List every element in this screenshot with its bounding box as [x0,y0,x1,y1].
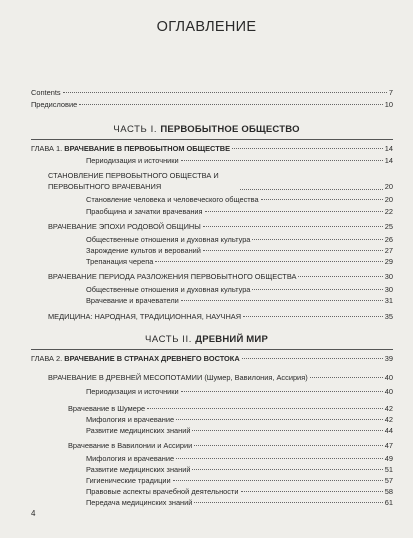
dot-leader [192,430,382,431]
entry-page: 42 [384,415,393,424]
toc-entry[interactable] [86,475,393,486]
dot-leader [261,199,383,200]
toc-entry[interactable] [86,155,393,166]
entry-label: Развитие медицинских знаний [86,465,191,474]
page-number: 4 [31,509,36,518]
entry-label: ВРАЧЕВАНИЕ В ДРЕВНЕЙ МЕСОПОТАМИИ (Шумер, Вавилония, Ассирия) [48,373,308,382]
entry-page: 40 [384,387,393,396]
entry-page: 61 [384,498,393,507]
toc-entry[interactable] [86,497,393,508]
chapter-prefix: ГЛАВА 1. [31,144,63,153]
entry-page: 51 [384,465,393,474]
entry-label: Предисловие [31,100,78,109]
entry-label: СТАНОВЛЕНИЕ ПЕРВОБЫТНОГО ОБЩЕСТВА И ПЕРВОБЫТНОГО ВРАЧЕВАНИЯ [48,171,219,191]
chapter-name: ВРАЧЕВАНИЕ В ПЕРВОБЫТНОМ ОБЩЕСТВЕ [64,144,230,153]
chapter-label [31,143,230,154]
dot-leader [176,419,383,420]
toc-entry[interactable] [86,194,393,205]
entry-label: Зарождение культов и верований [86,246,201,255]
entry-label: МЕДИЦИНА: НАРОДНАЯ, ТРАДИЦИОННАЯ, НАУЧНАЯ [48,312,242,321]
entry-label: Праобщина и зачатки врачевания [86,207,203,216]
entry-label: Становление человека и человеческого общества [86,195,259,204]
entry-label: Contents [31,88,61,97]
dot-leader [252,239,382,240]
dot-leader [240,189,383,190]
dot-leader [176,458,383,459]
part-name: ПЕРВОБЫТНОЕ ОБЩЕСТВО [160,124,300,135]
entry-label: Общественные отношения и духовная культура [86,235,251,244]
dot-leader [192,469,382,470]
entry-page: 7 [388,88,393,97]
toc-chapter-1[interactable] [31,143,393,154]
entry-label: Правовые аспекты врачебной деятельности [86,487,239,496]
entry-page: 31 [384,296,393,305]
entry-page: 10 [384,100,393,109]
toc-entry-contents[interactable] [31,87,393,98]
toc-entry[interactable] [86,453,393,464]
entry-label: Врачевание в Шумере [68,404,146,413]
toc-entry[interactable] [48,221,393,232]
dot-leader [232,148,383,149]
entry-label: Периодизация и источники [86,156,179,165]
entry-page: 44 [384,426,393,435]
entry-page: 14 [384,144,393,153]
entry-page: 29 [384,257,393,266]
entry-label: Мифология и врачевание [86,415,175,424]
toc-entry[interactable] [86,206,393,217]
dot-leader [242,358,383,359]
dot-leader [194,445,383,446]
entry-label: Периодизация и источники [86,387,179,396]
dot-leader [205,211,383,212]
entry-page: 40 [384,373,393,382]
toc-entry[interactable] [86,414,393,425]
entry-label: Врачевание и врачеватели [86,296,179,305]
dot-leader [241,491,383,492]
dot-leader [147,408,383,409]
entry-page: 47 [384,441,393,450]
entry-page: 25 [384,222,393,231]
toc-entry[interactable] [68,440,393,451]
entry-page: 58 [384,487,393,496]
entry-label: Передача медицинских знаний [86,498,193,507]
entry-page: 14 [384,156,393,165]
chapter-name: ВРАЧЕВАНИЕ В СТРАНАХ ДРЕВНЕГО ВОСТОКА [64,354,240,363]
part-heading [0,124,413,135]
entry-page: 30 [384,272,393,281]
toc-entry[interactable] [68,403,393,414]
dot-leader [181,160,383,161]
page-title: ОГЛАВЛЕНИЕ [156,19,257,35]
dot-leader [203,250,383,251]
entry-page: 27 [384,246,393,255]
toc-entry[interactable] [86,295,393,306]
toc-entry[interactable] [86,245,393,256]
entry-page: 42 [384,404,393,413]
entry-page: 20 [384,181,393,191]
dot-leader [310,377,383,378]
dot-leader [194,502,382,503]
entry-label: ВРАЧЕВАНИЕ ЭПОХИ РОДОВОЙ ОБЩИНЫ [48,222,201,231]
entry-page: 39 [384,354,393,363]
dot-leader [173,480,383,481]
entry-page: 30 [384,285,393,294]
dot-leader [181,300,383,301]
entry-label: Гигиенические традиции [86,476,171,485]
entry-label: Общественные отношения и духовная культура [86,285,251,294]
part-heading [0,334,413,345]
toc-entry[interactable] [48,271,393,282]
toc-entry[interactable] [86,486,393,497]
dot-leader [243,316,383,317]
part-prefix: ЧАСТЬ II. [145,334,192,345]
toc-chapter-2[interactable] [31,353,393,364]
chapter-label [31,353,240,364]
toc-entry[interactable] [86,256,393,267]
entry-label: Развитие медицинских знаний [86,426,191,435]
toc-entry-preface[interactable] [31,99,393,110]
toc-entry[interactable] [48,170,393,192]
entry-page: 20 [384,195,393,204]
part-prefix: ЧАСТЬ I. [113,124,158,135]
dot-leader [298,276,382,277]
toc-entry[interactable] [48,311,393,322]
toc-entry[interactable] [86,234,393,245]
entry-label: Врачевание в Вавилонии и Ассирии [68,441,193,450]
section-rule [31,139,393,140]
entry-page: 22 [384,207,393,216]
toc-entry[interactable] [86,464,393,475]
entry-label: Мифология и врачевание [86,454,175,463]
entry-page: 35 [384,312,393,321]
section-rule [31,349,393,350]
entry-label: ВРАЧЕВАНИЕ ПЕРИОДА РАЗЛОЖЕНИЯ ПЕРВОБЫТНОГО ОБЩЕСТВА [48,272,297,281]
entry-page: 26 [384,235,393,244]
entry-label: Трепанация черепа [86,257,154,266]
dot-leader [79,104,383,105]
dot-leader [252,289,382,290]
toc-entry[interactable] [86,284,393,295]
chapter-prefix: ГЛАВА 2. [31,354,63,363]
dot-leader [63,92,387,93]
dot-leader [155,261,382,262]
toc-entry[interactable] [86,386,393,397]
dot-leader [181,391,383,392]
part-name: ДРЕВНИЙ МИР [195,334,268,345]
dot-leader [203,226,383,227]
entry-page: 57 [384,476,393,485]
toc-entry[interactable] [86,425,393,436]
toc-entry[interactable] [48,372,393,383]
entry-page: 49 [384,454,393,463]
